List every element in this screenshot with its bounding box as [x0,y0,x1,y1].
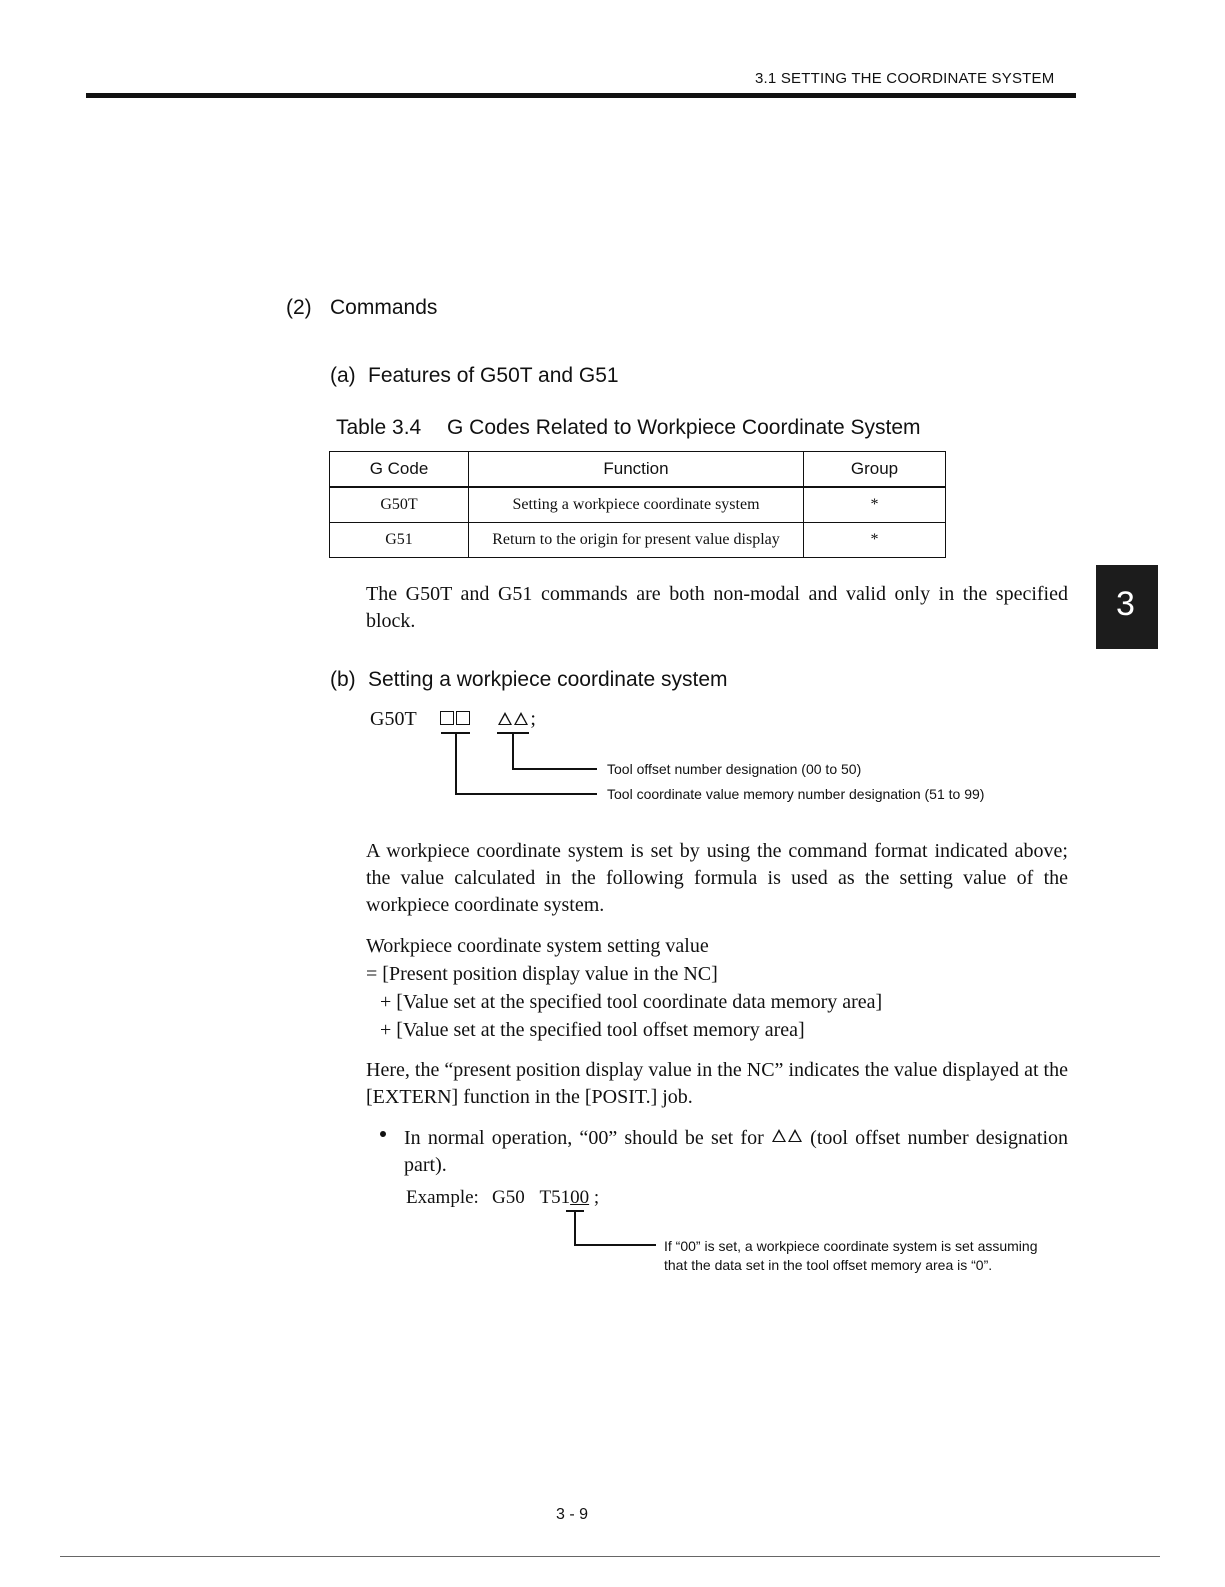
section-title: Commands [330,296,438,319]
subsection-a-title: Features of G50T and G51 [368,364,619,387]
subsection-a-number: (a) [330,364,356,387]
bottom-rule [60,1556,1160,1557]
table-row [330,487,946,523]
pointer-line [574,1210,576,1245]
annotation-tool-coord: Tool coordinate value memory number designation (51 to 99) [607,786,985,802]
triangle-placeholder-icon [788,1129,802,1142]
bullet-dot-icon [380,1131,386,1137]
table-cell-gcode: G51 [330,523,469,558]
table-caption-title: G Codes Related to Workpiece Coordinate System [447,416,921,439]
section-heading [286,296,437,320]
page-number: 3 - 9 [556,1506,589,1523]
square-placeholder-icon [456,711,470,725]
running-header: 3.1 SETTING THE COORDINATE SYSTEM [755,70,1055,87]
table-cell-group: * [804,487,946,523]
pointer-line [574,1244,656,1246]
subsection-a-heading [330,364,619,388]
example-terminator: ; [593,1187,600,1208]
paragraph-nonmodal: The G50T and G51 commands are both non-modal and valid only in the specified block. [366,583,1068,632]
formula-line-2: = [Present position display value in the NC] [366,963,718,985]
bracket-line [512,768,597,770]
subsection-b-title: Setting a workpiece coordinate system [368,668,728,691]
table-cell-function: Return to the origin for present value display [469,523,804,558]
paragraph-here: Here, the “present position display value in the NC” indicates the value displayed at the [EXTERN] function in the [POSIT.] job. [366,1059,1068,1108]
square-placeholder-icon [440,711,454,725]
table-caption-label: Table 3.4 [336,416,422,439]
section-number: (2) [286,296,312,319]
example-label: Example: [406,1187,479,1208]
annotation-tool-offset: Tool offset number designation (00 to 50) [607,761,862,777]
formula-line-3: + [Value set at the specified tool coordinate data memory area] [380,991,883,1013]
example-note: If “00” is set, a workpiece coordinate system is set assuming that the data set in the tool offset memory area is “0”. [664,1238,1038,1273]
table-caption [336,416,921,440]
subsection-b-number: (b) [330,668,356,691]
chapter-tab [1096,565,1158,649]
bullet-text [404,1125,1068,1179]
triangle-placeholder-icon [498,712,512,725]
bracket-line [455,793,597,795]
table-row [330,523,946,558]
example-code-t: T51 [539,1187,571,1208]
command-terminator: ; [530,708,536,730]
formula-line-4: + [Value set at the specified tool offset memory area] [380,1019,805,1041]
bracket-line [455,732,457,794]
triangle-placeholder-icon [514,712,528,725]
triangle-placeholder-icon [772,1129,786,1142]
command-format [370,708,536,731]
bullet-text-after: (tool offset number designation part). [404,1127,1069,1176]
table-cell-gcode: G50T [330,487,469,523]
gcode-table [329,451,946,558]
bracket-line [512,732,514,768]
formula-line-1: Workpiece coordinate system setting value [366,935,709,957]
table-header-gcode: G Code [330,452,469,488]
table-cell-function: Setting a workpiece coordinate system [469,487,804,523]
chapter-tab-number: 3 [1116,585,1135,623]
table-header-group: Group [804,452,946,488]
example-code-g: G50 [492,1187,525,1208]
example-code-offset: 00 [570,1187,590,1208]
bullet-text-before: In normal operation, “00” should be set for [404,1127,764,1149]
command-code: G50T [370,708,417,730]
example-line [406,1187,599,1209]
table-cell-group: * [804,523,946,558]
table-header-function: Function [469,452,804,488]
header-rule [86,93,1076,98]
table-header-row [330,452,946,488]
paragraph-setting: A workpiece coordinate system is set by using the command format indicated above; the value calculated in the following formula is used as the setting value of the workpiece coordinate system. [366,840,1068,916]
subsection-b-heading [330,668,728,692]
